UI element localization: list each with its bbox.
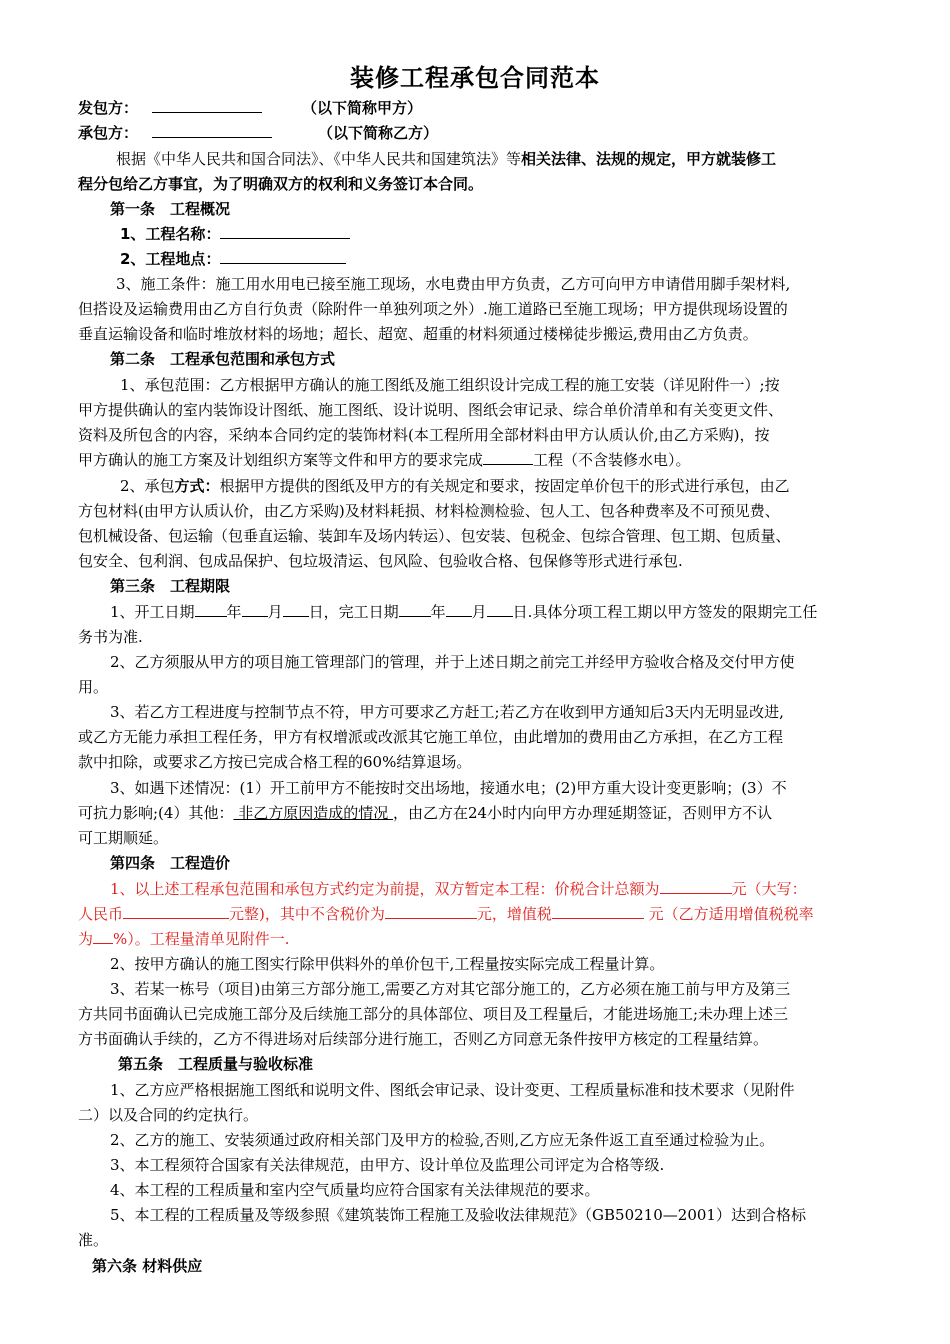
rmb-label: 人民币 bbox=[78, 905, 124, 923]
year-label: 年 bbox=[430, 603, 446, 621]
art3-p1-line-1 bbox=[110, 600, 912, 625]
end-date-label: 日，完工日期 bbox=[308, 603, 399, 621]
art4-p1-line-1 bbox=[110, 877, 912, 902]
art4-p2: 2、按甲方确认的施工图实行除甲供料外的单价包干,工程量按实际完成工程量计算。 bbox=[110, 955, 665, 973]
art4-p1-end: %）。工程量清单见附件一. bbox=[113, 930, 290, 948]
page-title: 装修工程承包合同范本 bbox=[350, 64, 600, 92]
end-day-blank[interactable] bbox=[487, 600, 513, 617]
article-6-heading: 第六条 材料供应 bbox=[92, 1257, 203, 1275]
art4-p3-line-2: 方共同书面确认已完成施工部分及后续施工部分的具体部位、项目及工程量后，才能进场施工;未办理上述三 bbox=[78, 1005, 789, 1023]
start-date-label: 1、开工日期 bbox=[110, 603, 195, 621]
party-b-label: 承包方： bbox=[78, 124, 139, 142]
art2-p2-line-4: 包安全、包利润、包成品保护、包垃圾清运、包风险、包验收合格、包保修等形式进行承包. bbox=[78, 552, 683, 570]
project-name-label: 1、工程名称： bbox=[120, 225, 221, 243]
month-label: 月 bbox=[471, 603, 487, 621]
pre-tax-price-blank[interactable] bbox=[385, 902, 477, 919]
article-5-heading: 第五条 工程质量与验收标准 bbox=[118, 1055, 314, 1073]
art3-p4-line-3: 可工期顺延。 bbox=[78, 829, 169, 847]
art3-p3-line-1: 3、若乙方工程进度与控制节点不符，甲方可要求乙方赶工;若乙方在收到甲方通知后3天内无明显改进, bbox=[110, 703, 784, 721]
end-month-blank[interactable] bbox=[446, 600, 472, 617]
art3-p4-line-2 bbox=[78, 801, 880, 826]
art2-p1-text: 甲方确认的施工方案及计划组织方案等文件和甲方的要求完成 bbox=[78, 451, 484, 469]
art1-p3-line-3: 垂直运输设备和临时堆放材料的场地；超长、超宽、超重的材料须通过楼梯徒步搬运,费用由乙方负责。 bbox=[78, 325, 758, 343]
price-in-words-blank[interactable] bbox=[123, 902, 229, 919]
month-label: 月 bbox=[267, 603, 283, 621]
art2-p2-lead: 2、承包 bbox=[120, 477, 175, 495]
art5-p5-line-2: 准。 bbox=[78, 1231, 109, 1249]
art5-p4: 4、本工程的工程质量和室内空气质量均应符合国家有关法律规范的要求。 bbox=[110, 1181, 600, 1199]
art2-p1-line-4 bbox=[78, 448, 880, 473]
art5-p1-line-2: 二）以及合同的约定执行。 bbox=[78, 1106, 259, 1124]
art1-p3-line-1: 3、施工条件：施工用水用电已接至施工现场，水电费由甲方负责，乙方可向甲方申请借用脚手架材料, bbox=[116, 275, 791, 293]
art5-p2: 2、乙方的施工、安装须通过政府相关部门及甲方的检验,否则,乙方应无条件返工直至通过检验为止。 bbox=[110, 1131, 775, 1149]
art5-p5-line-1: 5、本工程的工程质量及等级参照《建筑装饰工程施工及验收法律规范》（GB50210—2001）达到合格标 bbox=[110, 1206, 806, 1224]
art3-p3-line-2: 或乙方无能力承担工程任务，甲方有权增派或改派其它施工单位，由此增加的费用由乙方承担，在乙方工程 bbox=[78, 728, 784, 746]
art2-p2-line-3: 包机械设备、包运输（包垂直运输、装卸车及场内转运）、包安装、包税金、包综合管理、包工期、包质量、 bbox=[78, 527, 791, 545]
art4-p1-tail: 元（大写： bbox=[731, 880, 807, 898]
project-name-blank[interactable] bbox=[220, 222, 350, 239]
article-1-heading: 第一条 工程概况 bbox=[110, 200, 231, 218]
total-price-blank[interactable] bbox=[660, 877, 732, 894]
intro-text-a: 根据《中华人民共和国合同法》、《中华人民共和国建筑法》等 bbox=[116, 150, 522, 168]
art4-p3-line-3: 方书面确认手续的，乙方不得进场对后续部分进行施工，否则乙方同意无条件按甲方核定的工程量结算。 bbox=[78, 1030, 769, 1048]
art2-p1-line-1: 1、承包范围：乙方根据甲方确认的施工图纸及施工组织设计完成工程的施工安装（详见附件一）;按 bbox=[120, 376, 780, 394]
art2-p1-line-2: 甲方提供确认的室内装饰设计图纸、施工图纸、设计说明、图纸会审记录、综合单价清单和有关变更文件、 bbox=[78, 401, 784, 419]
art3-p4-text: 可抗力影响;(4）其他： bbox=[78, 804, 234, 822]
rate-prefix: 为 bbox=[78, 930, 94, 948]
art3-p4-tail: ，由乙方在24小时内向甲方办理延期签证，否则甲方不认 bbox=[393, 804, 773, 822]
project-site-line bbox=[120, 247, 922, 272]
art2-p2-line-1 bbox=[120, 474, 922, 499]
party-b-line bbox=[78, 121, 880, 146]
art4-p1-line-3 bbox=[78, 927, 880, 952]
party-a-blank[interactable] bbox=[152, 96, 262, 113]
art3-p1-tail: 日.具体分项工程工期以甲方签发的限期完工任 bbox=[512, 603, 818, 621]
party-a-line bbox=[78, 96, 880, 121]
art3-p1-line-2: 务书为准. bbox=[78, 628, 143, 646]
start-month-blank[interactable] bbox=[242, 600, 268, 617]
art3-p2-line-1: 2、乙方须服从甲方的项目施工管理部门的管理，并于上述日期之前完工并经甲方验收合格及交付甲方使 bbox=[110, 653, 795, 671]
other-reason-field[interactable]: 非乙方原因造成的情况 bbox=[233, 804, 393, 822]
art3-p4-line-1: 3、如遇下述情况：(1）开工前甲方不能按时交出场地，接通水电；(2)甲方重大设计变更影响；(3）不 bbox=[110, 779, 787, 797]
art5-p1-line-1: 1、乙方应严格根据施工图纸和说明文件、图纸会审记录、设计变更、工程质量标准和技术要求（见附件 bbox=[110, 1081, 795, 1099]
art1-p3-line-2: 但搭设及运输费用由乙方自行负责（除附件一单独列项之外）.施工道路已至施工现场；甲方提供现场设置的 bbox=[78, 300, 788, 318]
party-b-note: （以下简称乙方） bbox=[318, 124, 439, 142]
article-3-heading: 第三条 工程期限 bbox=[110, 577, 231, 595]
party-b-blank[interactable] bbox=[152, 121, 272, 138]
art2-p1-tail: 工程（不含装修水电）。 bbox=[533, 451, 691, 469]
art2-p2-bold: 方式： bbox=[174, 477, 220, 495]
art4-p3-line-1: 3、若某一栋号（项目)由第三方部分施工,需要乙方对其它部分施工的，乙方必须在施工前与甲方及第三 bbox=[110, 980, 791, 998]
year-label: 年 bbox=[226, 603, 242, 621]
art2-p1-line-3: 资料及所包含的内容，采纳本合同约定的装饰材料(本工程所用全部材料由甲方认质认价,由乙方采购)，按 bbox=[78, 426, 770, 444]
end-year-blank[interactable] bbox=[399, 600, 431, 617]
intro-text-b: 相关法律、法规的规定，甲方就装修工 bbox=[521, 150, 777, 168]
vat-rate-blank[interactable] bbox=[93, 927, 113, 944]
art3-p3-line-3: 款中扣除，或要求乙方按已完成合格工程的60%结算退场。 bbox=[78, 753, 472, 771]
article-4-heading: 第四条 工程造价 bbox=[110, 854, 231, 872]
party-a-label: 发包方： bbox=[78, 99, 139, 117]
vat-rate-label: 元（乙方适用增值税税率 bbox=[643, 905, 814, 923]
article-2-heading: 第二条 工程承包范围和承包方式 bbox=[110, 350, 336, 368]
start-day-blank[interactable] bbox=[283, 600, 309, 617]
start-year-blank[interactable] bbox=[195, 600, 227, 617]
project-site-blank[interactable] bbox=[220, 247, 346, 264]
art5-p3: 3、本工程须符合国家有关法律规范，由甲方、设计单位及监理公司评定为合格等级. bbox=[110, 1156, 665, 1174]
project-name-line bbox=[120, 222, 922, 247]
art2-p2-line-2: 方包材料(由甲方认质认价，由乙方采购)及材料耗损、材料检测检验、包人工、包各种费率及不可预见费、 bbox=[78, 502, 780, 520]
project-scope-blank[interactable] bbox=[483, 448, 533, 465]
project-site-label: 2、工程地点： bbox=[120, 250, 221, 268]
art4-p1-text: 1、以上述工程承包范围和承包方式约定为前提，双方暂定本工程：价税合计总额为 bbox=[110, 880, 660, 898]
pre-tax-label: 元整)，其中不含税价为 bbox=[229, 905, 385, 923]
vat-blank[interactable] bbox=[552, 902, 644, 919]
intro-line-1 bbox=[116, 147, 918, 172]
art4-p1-line-2 bbox=[78, 902, 880, 927]
party-a-note: （以下简称甲方） bbox=[302, 99, 423, 117]
art3-p2-line-2: 用。 bbox=[78, 678, 109, 696]
intro-line-2: 程分包给乙方事宜，为了明确双方的权利和义务签订本合同。 bbox=[78, 175, 484, 193]
art2-p2-text: 根据甲方提供的图纸及甲方的有关规定和要求，按固定单价包干的形式进行承包，由乙 bbox=[219, 477, 790, 495]
vat-label: 元，增值税 bbox=[476, 905, 552, 923]
